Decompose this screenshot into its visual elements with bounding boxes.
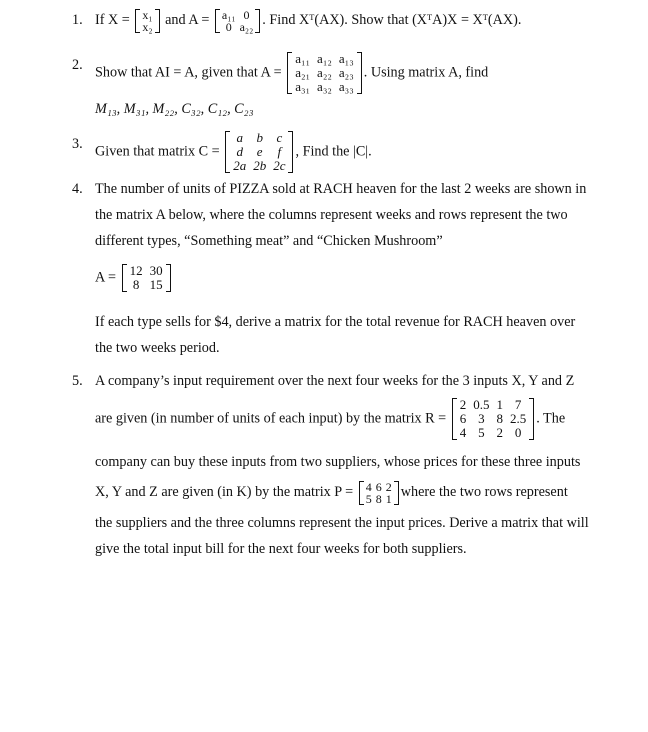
q2-text-a: Show that AI = A, given that A = bbox=[95, 64, 282, 81]
q1-text-c: . Find Xᵀ(AX). Show that (XᵀA)X = Xᵀ(AX). bbox=[262, 12, 522, 28]
matrix-cell: x₂ bbox=[142, 19, 153, 34]
matrix-cell: 2a bbox=[233, 158, 247, 173]
matrix-cell: 30 bbox=[149, 263, 163, 278]
question-5-matrix-p-line bbox=[72, 479, 602, 505]
matrix-cell: 8 bbox=[132, 277, 140, 292]
matrix-cell: 3 bbox=[478, 411, 485, 426]
matrix-cell: a₁₂ bbox=[317, 51, 332, 66]
matrix-cell: 6 bbox=[459, 411, 467, 426]
matrix-cell: 2 bbox=[385, 479, 392, 494]
matrix-cell: 15 bbox=[149, 277, 163, 292]
q4-line: different types, “Something meat” and “Chicken Mushroom” bbox=[95, 233, 443, 249]
matrix-cell: 0 bbox=[243, 7, 250, 22]
matrix-cell: 0.5 bbox=[473, 397, 490, 412]
minors-cofactors-list: M₁₃, M₃₁, M₂₂, C₃₂, C₁₂, C₂₃ bbox=[95, 101, 254, 117]
matrix-cell: b bbox=[256, 130, 263, 145]
q4-line: If each type sells for $4, derive a matrix for the total revenue for RACH heaven over bbox=[95, 314, 576, 330]
question-5-cont bbox=[72, 449, 602, 475]
question-1 bbox=[72, 7, 602, 33]
q5-text: where the two rows represent bbox=[400, 484, 568, 500]
matrix-r bbox=[452, 398, 535, 440]
q5-text: . The bbox=[536, 410, 566, 427]
matrix-cell: a₃₁ bbox=[295, 79, 311, 94]
matrix-cell: f bbox=[277, 144, 282, 159]
q3-text-b: , Find the |C|. bbox=[295, 143, 372, 160]
pizza-matrix-equation bbox=[72, 264, 602, 292]
matrix-cell: x₁ bbox=[142, 7, 153, 22]
matrix-cell: 2.5 bbox=[509, 411, 527, 426]
matrix-cell: 8 bbox=[496, 411, 503, 426]
matrix-cell: e bbox=[256, 144, 263, 159]
matrix-cell: a₂₁ bbox=[295, 65, 311, 80]
matrix-cell: 0 bbox=[514, 425, 522, 440]
question-5-end bbox=[72, 510, 602, 562]
matrix-cell: 1 bbox=[385, 491, 392, 506]
matrix-cell: a₃₃ bbox=[338, 79, 354, 94]
question-4 bbox=[72, 176, 602, 254]
q5-line: A company’s input requirement over the next four weeks for the 3 inputs X, Y and Z bbox=[95, 373, 575, 389]
q1-text-b: and A = bbox=[165, 12, 210, 28]
question-4-part-b bbox=[72, 309, 602, 361]
matrix-c bbox=[225, 131, 293, 173]
q5-line: company can buy these inputs from two suppliers, whose prices for these three inputs bbox=[95, 454, 581, 470]
q4-line: the matrix A below, where the columns represent weeks and rows represent the two bbox=[95, 207, 568, 223]
matrix-cell: 7 bbox=[514, 397, 522, 412]
matrix-a-label: A = bbox=[95, 269, 117, 286]
question-number: 3. bbox=[72, 136, 83, 152]
matrix-a bbox=[122, 264, 171, 292]
question-number: 2. bbox=[72, 57, 83, 73]
matrix-cell: 12 bbox=[129, 263, 143, 278]
matrix-cell: 2 bbox=[459, 397, 467, 412]
question-5-matrix-r-line bbox=[72, 398, 602, 440]
question-5 bbox=[72, 368, 602, 394]
q5-line: the suppliers and the three columns represent the input prices. Derive a matrix that will bbox=[95, 515, 589, 531]
q3-text-a: Given that matrix C = bbox=[95, 143, 220, 160]
matrix-cell: 5 bbox=[478, 425, 485, 440]
matrix-cell: 2c bbox=[273, 158, 286, 173]
matrix-cell: a₁₁ bbox=[221, 7, 236, 22]
q4-line: the two weeks period. bbox=[95, 340, 220, 356]
matrix-cell: 2b bbox=[253, 158, 267, 173]
q4-line: The number of units of PIZZA sold at RACH heaven for the last 2 weeks are shown in bbox=[95, 181, 587, 197]
matrix-a bbox=[215, 9, 260, 33]
q5-text: X, Y and Z are given (in K) by the matrix P = bbox=[95, 484, 354, 500]
matrix-cell: a₂₂ bbox=[239, 19, 254, 34]
matrix-cell: a₂₃ bbox=[338, 65, 354, 80]
matrix-cell: 8 bbox=[375, 491, 382, 506]
question-3 bbox=[72, 131, 602, 173]
question-number: 1. bbox=[72, 12, 83, 28]
matrix-p bbox=[359, 481, 399, 505]
matrix-x bbox=[135, 9, 159, 33]
matrix-cell: a₁₁ bbox=[295, 51, 311, 66]
question-number: 5. bbox=[72, 373, 83, 389]
matrix-cell: 4 bbox=[365, 479, 372, 494]
matrix-cell: 0 bbox=[225, 19, 232, 34]
matrix-cell: 2 bbox=[496, 425, 503, 440]
matrix-cell: 5 bbox=[365, 491, 372, 506]
q5-line: give the total input bill for the next four weeks for both suppliers. bbox=[95, 541, 467, 557]
matrix-cell: 6 bbox=[375, 479, 382, 494]
matrix-cell: a₂₂ bbox=[317, 65, 332, 80]
question-2-minors bbox=[72, 96, 602, 122]
matrix-cell: a₃₂ bbox=[317, 79, 332, 94]
matrix-a bbox=[287, 52, 362, 94]
matrix-cell: 4 bbox=[459, 425, 467, 440]
q1-text-a: If X = bbox=[95, 12, 130, 28]
matrix-cell: a₁₃ bbox=[338, 51, 354, 66]
matrix-cell: 1 bbox=[496, 397, 503, 412]
question-2 bbox=[72, 52, 602, 94]
question-number: 4. bbox=[72, 181, 83, 197]
q5-text: are given (in number of units of each input) by the matrix R = bbox=[95, 410, 447, 427]
matrix-cell: d bbox=[236, 144, 243, 159]
q2-text-b: . Using matrix A, find bbox=[363, 64, 489, 81]
matrix-cell: a bbox=[236, 130, 243, 145]
matrix-cell: c bbox=[276, 130, 283, 145]
